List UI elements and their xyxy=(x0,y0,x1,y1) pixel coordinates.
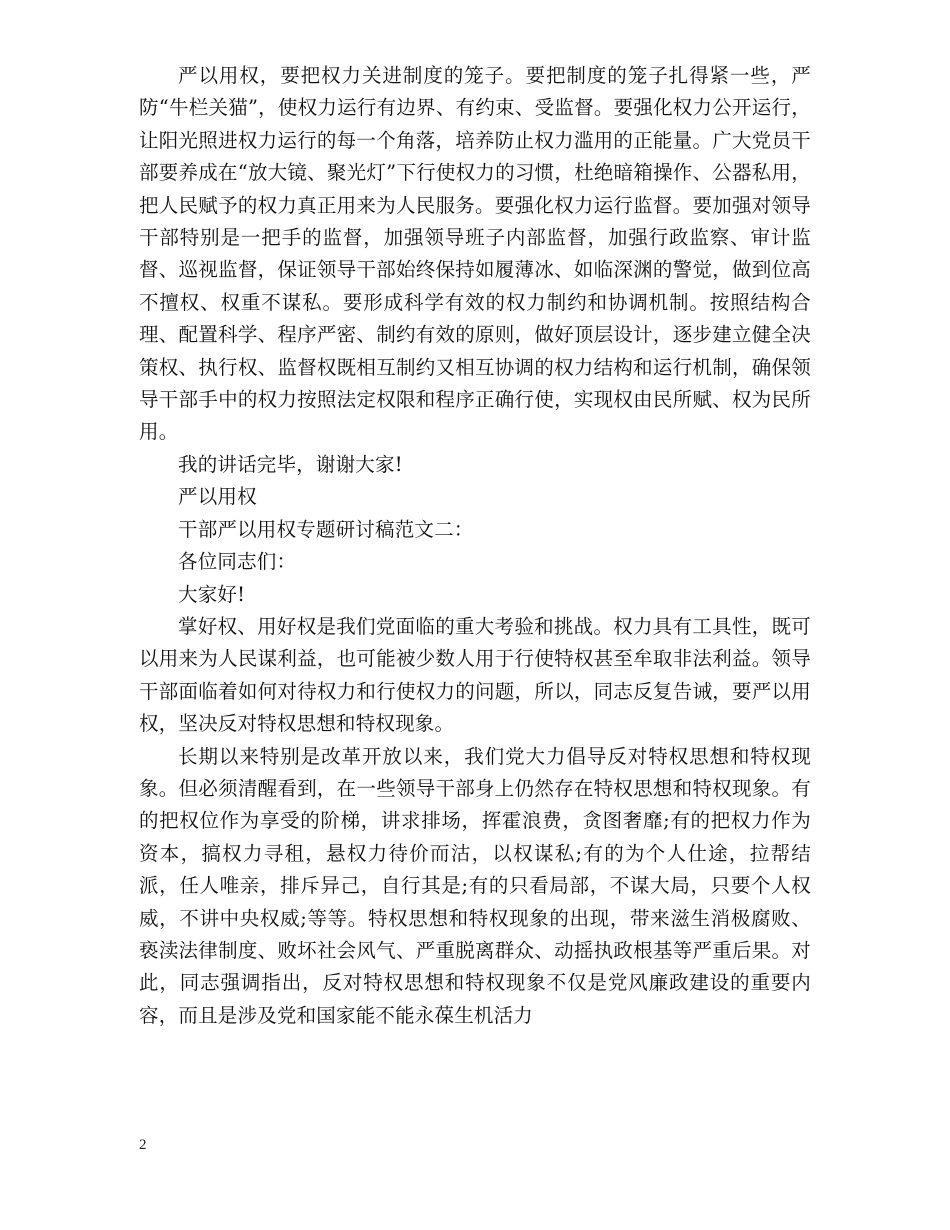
paragraph-use-power-well: 掌好权、用好权是我们党面临的重大考验和挑战。权力具有工具性，既可以用来为人民谋利益，也可能被少数人用于行使特权甚至牟取非法利益。领导干部面临着如何对待权力和行使权力的问题，所以，同志反复告诫，要严以用权，坚决反对特权思想和特权现象。 xyxy=(139,614,811,736)
paragraph-section-title: 严以用权 xyxy=(178,485,257,509)
page-number: 2 xyxy=(139,1137,147,1153)
paragraph-greeting: 大家好! xyxy=(178,582,246,606)
paragraph-salutation: 各位同志们： xyxy=(178,550,297,574)
paragraph-power-in-cage: 严以用权，要把权力关进制度的笼子。要把制度的笼子扎得紧一些，严防“牛栏关猫”，使权力运行有边界、有约束、受监督。要强化权力公开运行，让阳光照进权力运行的每一个角落，培养防止权力滥用的正能量。广大党员干部要养成在“放大镜、聚光灯”下行使权力的习惯，杜绝暗箱操作、公器私用，把人民赋予的权力真正用来为人民服务。要强化权力运行监督。要加强对领导干部特别是一把手的监督，加强领导班子内部监督，加强行政监察、审计监督、巡视监督，保证领导干部始终保持如履薄冰、如临深渊的警觉，做到位高不擅权、权重不谋私。要形成科学有效的权力制约和协调机制。按照结构合理、配置科学、程序严密、制约有效的原则，做好顶层设计，逐步建立健全决策权、执行权、监督权既相互制约又相互协调的权力结构和运行机制，确保领导干部手中的权力按照法定权限和程序正确行使，实现权由民所赋、权为民所用。 xyxy=(139,64,811,444)
paragraph-closing-remark: 我的讲话完毕，谢谢大家! xyxy=(178,452,403,476)
paragraph-sample-heading: 干部严以用权专题研讨稿范文二： xyxy=(178,517,474,541)
paragraph-against-privilege: 长期以来特别是改革开放以来，我们党大力倡导反对特权思想和特权现象。但必须清醒看到，在一些领导干部身上仍然存在特权思想和特权现象。有的把权位作为享受的阶梯，讲求排场，挥霍浪费，贪图奢靡;有的把权力作为资本，搞权力寻租，悬权力待价而沽，以权谋私;有的为个人仕途，拉帮结派，任人唯亲，排斥异己，自行其是;有的只看局部，不谋大局，只要个人权威，不讲中央权威;等等。特权思想和特权现象的出现，带来滋生消极腐败、亵渎法律制度、败坏社会风气、严重脱离群众、动摇执政根基等严重后果。对此，同志强调指出，反对特权思想和特权现象不仅是党风廉政建设的重要内容，而且是涉及党和国家能不能永葆生机活力 xyxy=(139,744,811,1027)
document-body xyxy=(139,60,811,1032)
